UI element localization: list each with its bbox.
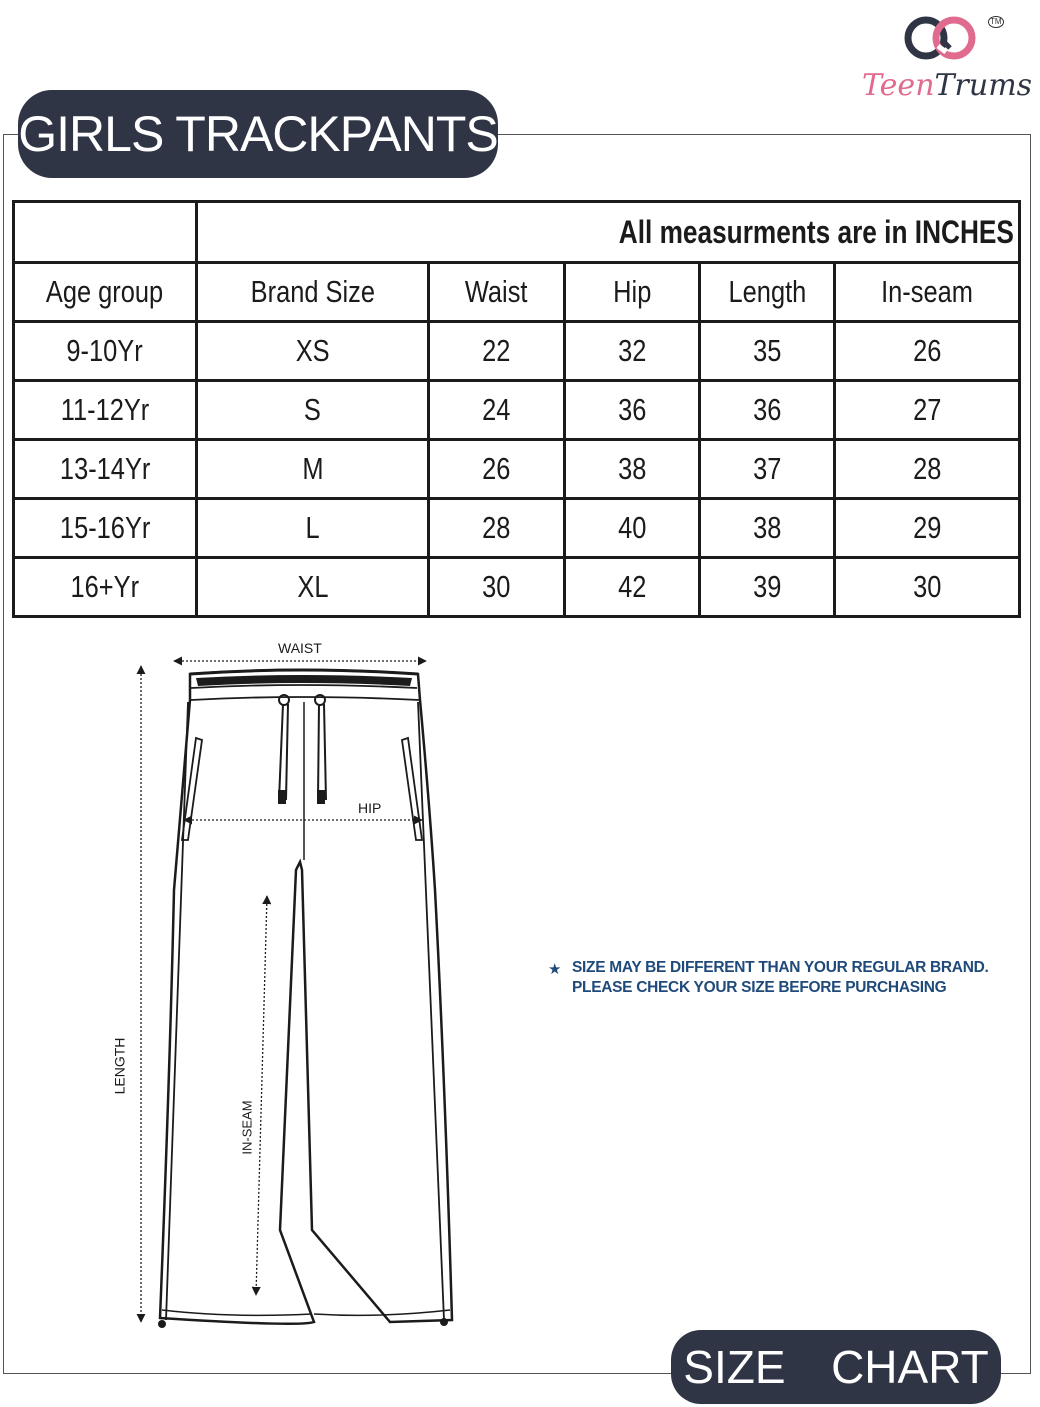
length-label: LENGTH — [111, 1037, 128, 1095]
size-chart-banner — [671, 1330, 1001, 1404]
table-cell — [700, 381, 835, 440]
cell-age: 9-10Yr — [66, 333, 144, 368]
table-cell — [565, 558, 700, 617]
cell-inseam: 29 — [912, 510, 942, 545]
trackpants-illustration — [100, 630, 460, 1350]
cell-length: 38 — [752, 510, 782, 545]
table-cell — [835, 558, 1020, 617]
table-cell — [835, 322, 1020, 381]
column-header — [835, 263, 1020, 322]
column-header — [429, 263, 565, 322]
brand-logo — [858, 10, 1033, 110]
cell-size: XL — [296, 569, 329, 604]
table-cell — [700, 499, 835, 558]
table-cell — [565, 322, 700, 381]
table-note-empty-cell — [14, 202, 197, 263]
table-cell — [565, 499, 700, 558]
cell-inseam: 26 — [912, 333, 942, 368]
cell-size: S — [304, 392, 321, 427]
cell-size: M — [301, 451, 324, 486]
cell-waist: 30 — [482, 569, 511, 604]
cell-waist: 28 — [482, 510, 511, 545]
cell-hip: 38 — [617, 451, 647, 486]
cell-size: XS — [295, 333, 330, 368]
measurement-unit-note: All measurments are in INCHES — [618, 213, 1015, 250]
header-waist: Waist — [465, 274, 528, 309]
table-row — [14, 322, 1020, 381]
table-cell — [197, 558, 429, 617]
cell-inseam: 27 — [912, 392, 942, 427]
table-cell — [14, 558, 197, 617]
column-header — [14, 263, 197, 322]
cell-inseam: 30 — [912, 569, 942, 604]
cell-hip: 40 — [617, 510, 647, 545]
header-inseam: In-seam — [881, 274, 973, 309]
header-length: Length — [728, 274, 806, 309]
column-header — [700, 263, 835, 322]
cell-age: 16+Yr — [70, 569, 140, 604]
header-age-group: Age group — [46, 274, 164, 309]
table-row — [14, 499, 1020, 558]
table-cell — [565, 381, 700, 440]
table-cell — [14, 381, 197, 440]
cell-waist: 26 — [482, 451, 511, 486]
table-note-row — [14, 202, 1020, 263]
cell-length: 35 — [752, 333, 782, 368]
cell-age: 11-12Yr — [60, 392, 150, 427]
cell-length: 39 — [752, 569, 782, 604]
table-cell — [14, 322, 197, 381]
cell-age: 13-14Yr — [59, 451, 151, 486]
header-brand-size: Brand Size — [250, 274, 375, 309]
page-title-banner — [18, 90, 498, 178]
header-hip: Hip — [612, 274, 652, 309]
table-cell — [429, 558, 565, 617]
table-cell — [197, 381, 429, 440]
table-cell — [197, 322, 429, 381]
waist-label: WAIST — [278, 640, 322, 656]
table-cell — [835, 499, 1020, 558]
disclaimer-text: SIZE MAY BE DIFFERENT THAN YOUR REGULAR BRAND. PLEASE CHECK YOUR SIZE BEFORE PURCHASING — [572, 959, 989, 996]
cell-length: 36 — [752, 392, 782, 427]
table-note-cell — [197, 202, 1020, 263]
cell-hip: 36 — [617, 392, 647, 427]
table-cell — [197, 440, 429, 499]
logo-mark-icon — [898, 10, 988, 66]
table-cell — [429, 322, 565, 381]
cell-waist: 22 — [482, 333, 511, 368]
column-header — [197, 263, 429, 322]
table-cell — [14, 440, 197, 499]
column-header — [565, 263, 700, 322]
page-title: GIRLS TRACKPANTS — [18, 106, 498, 162]
star-icon: ★ — [548, 961, 562, 978]
cell-waist: 24 — [482, 392, 511, 427]
table-header-row — [14, 263, 1020, 322]
size-chart-label: SIZE CHART — [683, 1341, 989, 1393]
brand-name-part2: Trums — [934, 68, 1033, 103]
table-cell — [429, 440, 565, 499]
inseam-label: IN-SEAM — [239, 1100, 255, 1155]
brand-wordmark — [862, 68, 1032, 103]
table-cell — [429, 381, 565, 440]
table-cell — [565, 440, 700, 499]
table-cell — [197, 499, 429, 558]
table-row — [14, 440, 1020, 499]
size-table — [12, 200, 1021, 618]
cell-size: L — [305, 510, 320, 545]
cell-hip: 42 — [617, 569, 647, 604]
table-cell — [700, 558, 835, 617]
cell-length: 37 — [752, 451, 782, 486]
trackpants-measurement-diagram — [100, 630, 460, 1350]
table-cell — [14, 499, 197, 558]
hip-label: HIP — [358, 800, 382, 816]
table-cell — [700, 322, 835, 381]
cell-hip: 32 — [617, 333, 647, 368]
cell-age: 15-16Yr — [59, 510, 151, 545]
table-row — [14, 381, 1020, 440]
cell-inseam: 28 — [912, 451, 942, 486]
table-cell — [429, 499, 565, 558]
brand-name-part1: Teen — [862, 68, 935, 103]
table-cell — [700, 440, 835, 499]
table-cell — [835, 381, 1020, 440]
table-row — [14, 558, 1020, 617]
trademark-mark: TM — [990, 17, 1002, 26]
table-cell — [835, 440, 1020, 499]
